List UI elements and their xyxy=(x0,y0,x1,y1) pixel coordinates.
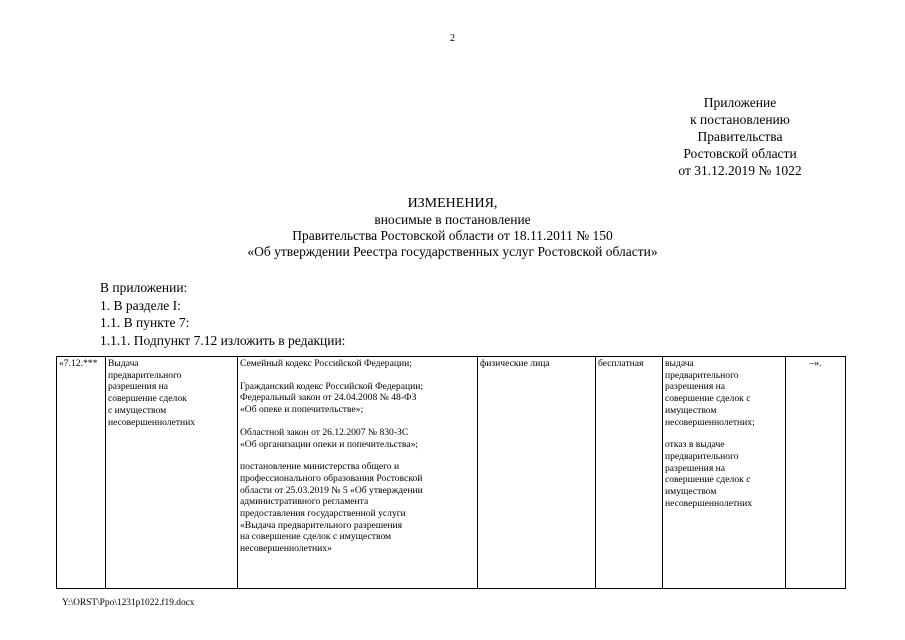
result-line: предварительного xyxy=(665,450,739,462)
item-number: «7.12.*** xyxy=(59,358,98,369)
heading-line: «Об утверждении Реестра государственных услуг Ростовской области» xyxy=(247,244,658,259)
changes-table xyxy=(56,356,846,589)
appendix-block xyxy=(640,94,840,179)
service-name-line: предварительного xyxy=(108,369,182,381)
legal-basis-line: «Выдача предварительного разрешения xyxy=(240,519,403,531)
legal-basis-line: области от 25.03.2019 № 5 «Об утверждении xyxy=(240,484,423,496)
heading-title: ИЗМЕНЕНИЯ, xyxy=(407,196,498,211)
legal-basis-line: несовершеннолетних» xyxy=(240,543,332,555)
service-name-line: с имуществом xyxy=(108,404,167,416)
recipients-text: физические лица xyxy=(480,358,550,369)
page-number: 2 xyxy=(450,33,455,44)
result-line: несовершеннолетних xyxy=(665,497,753,509)
intro-line: 1.1.1. Подпункт 7.12 изложить в редакции: xyxy=(100,332,346,348)
appendix-line: Ростовской области xyxy=(683,146,797,161)
intro-line: 1.1. В пункте 7: xyxy=(100,315,190,330)
file-path-footer: Y:\ORST\Ppo\1231p1022.f19.docx xyxy=(62,598,195,608)
payment-cell xyxy=(596,357,663,589)
legal-basis-line: Областной закон от 26.12.2007 № 830-ЗС xyxy=(240,426,409,438)
appendix-line: к постановлению xyxy=(690,112,790,127)
legal-basis-line: постановление министерства общего и xyxy=(240,461,400,473)
recipients-cell xyxy=(478,357,596,589)
service-name-cell xyxy=(106,357,238,589)
end-marker-cell xyxy=(786,357,846,589)
result-line: имуществом xyxy=(665,486,717,498)
legal-basis-line: административного регламента xyxy=(240,496,369,508)
result-line: отказ в выдаче xyxy=(665,439,725,451)
result-cell xyxy=(663,357,786,589)
service-name-line: разрешения на xyxy=(108,381,169,393)
table-row xyxy=(57,357,846,589)
item-number-cell xyxy=(57,357,106,589)
legal-basis-cell xyxy=(238,357,478,589)
end-marker: –». xyxy=(809,358,822,369)
heading-line: Правительства Ростовской области от 18.11.2011 № 150 xyxy=(292,228,613,243)
intro-line: В приложении: xyxy=(100,280,188,295)
legal-basis-line: предоставления государственной услуги xyxy=(240,508,406,520)
result-line: выдача xyxy=(665,358,694,369)
result-line: разрешения на xyxy=(665,381,726,393)
result-line: имуществом xyxy=(665,404,717,416)
intro-line: 1. В разделе I: xyxy=(100,297,181,313)
heading-line: вносимые в постановление xyxy=(374,212,531,227)
service-name-line: совершение сделок xyxy=(108,393,187,405)
result-line: несовершеннолетних; xyxy=(665,416,755,428)
service-name-line: Выдача xyxy=(108,358,139,369)
legal-basis-line: «Об опеке и попечительстве»; xyxy=(240,404,364,416)
legal-basis-line: на совершение сделок с имуществом xyxy=(240,531,392,543)
result-line: совершение сделок с xyxy=(665,393,751,405)
legal-basis-line: «Об организации опеки и попечительства»; xyxy=(240,438,419,450)
appendix-line: Приложение xyxy=(703,95,777,110)
result-line: предварительного xyxy=(665,369,739,381)
appendix-line: от 31.12.2019 № 1022 xyxy=(678,163,802,178)
legal-basis-line: профессионального образования Ростовской xyxy=(240,472,423,484)
appendix-line: Правительства xyxy=(697,129,783,144)
legal-basis-line: Семейный кодекс Российской Федерации; xyxy=(240,358,412,369)
result-line: совершение сделок с xyxy=(665,474,751,486)
document-heading xyxy=(0,196,905,260)
payment-text: бесплатная xyxy=(598,358,644,369)
intro-paragraphs xyxy=(100,279,345,349)
legal-basis-line: Федеральный закон от 24.04.2008 № 48-ФЗ xyxy=(240,392,417,404)
legal-basis-line: Гражданский кодекс Российской Федерации; xyxy=(240,380,424,392)
service-name-line: несовершеннолетних xyxy=(108,416,196,428)
result-line: разрешения на xyxy=(665,462,726,474)
